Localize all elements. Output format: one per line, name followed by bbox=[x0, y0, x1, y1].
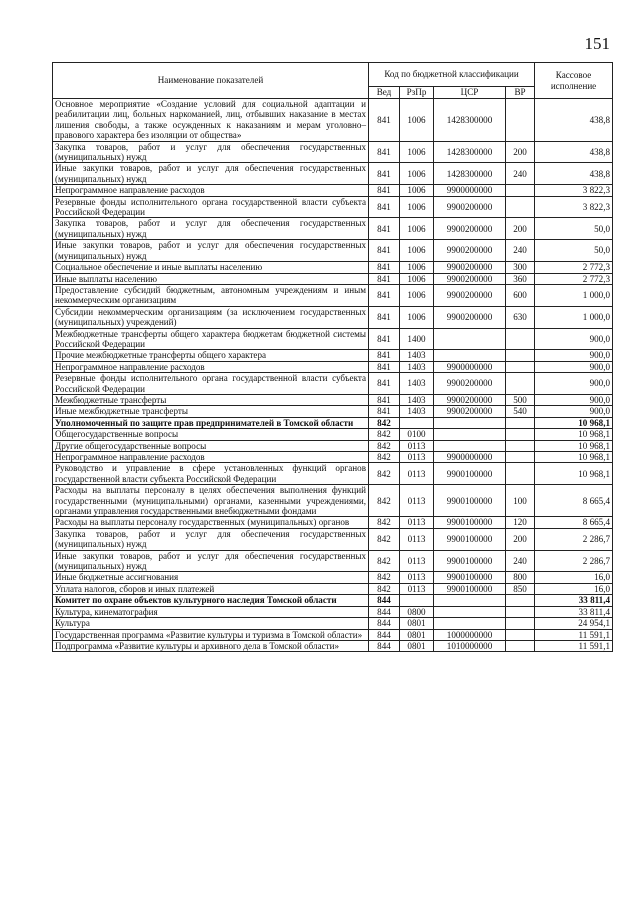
cell-name: Уплата налогов, сборов и иных платежей bbox=[53, 583, 369, 594]
cell-csr: 9900000000 bbox=[434, 361, 506, 372]
page-number: 151 bbox=[584, 34, 610, 53]
table-row bbox=[53, 440, 613, 451]
cell-ved: 842 bbox=[369, 485, 400, 517]
cell-vr bbox=[506, 99, 535, 142]
cell-amount: 900,0 bbox=[535, 394, 613, 405]
cell-csr: 9900200000 bbox=[434, 273, 506, 284]
cell-rzpr: 1006 bbox=[400, 306, 434, 328]
cell-name: Комитет по охране объектов культурного наследия Томской области bbox=[53, 595, 369, 606]
table-row bbox=[53, 185, 613, 196]
cell-name: Закупка товаров, работ и услуг для обеспечения государственных (муниципальных) нужд bbox=[53, 141, 369, 163]
cell-csr: 9900200000 bbox=[434, 262, 506, 273]
cell-csr bbox=[434, 606, 506, 617]
cell-vr bbox=[506, 185, 535, 196]
cell-ved: 841 bbox=[369, 99, 400, 142]
cell-ved: 841 bbox=[369, 406, 400, 417]
cell-csr: 9900100000 bbox=[434, 463, 506, 485]
cell-rzpr bbox=[400, 595, 434, 606]
cell-csr bbox=[434, 440, 506, 451]
cell-vr: 200 bbox=[506, 141, 535, 163]
cell-name: Иные бюджетные ассигнования bbox=[53, 572, 369, 583]
table-row bbox=[53, 284, 613, 306]
cell-csr: 1428300000 bbox=[434, 99, 506, 142]
cell-csr: 9900200000 bbox=[434, 306, 506, 328]
cell-csr: 1428300000 bbox=[434, 163, 506, 185]
cell-amount: 10 968,1 bbox=[535, 463, 613, 485]
cell-vr bbox=[506, 361, 535, 372]
cell-amount: 438,8 bbox=[535, 99, 613, 142]
cell-rzpr: 0801 bbox=[400, 629, 434, 640]
cell-ved: 844 bbox=[369, 618, 400, 629]
cell-name: Основное мероприятие «Создание условий для социальной адаптации и реабилитации лиц, больных наркоманией, лиц, отбывших наказание в местах лишения свободы, а также осужденных к наказаниям и мерам уголовно–правового характера без изоляции от общества» bbox=[53, 99, 369, 142]
table-row bbox=[53, 595, 613, 606]
cell-amount: 50,0 bbox=[535, 218, 613, 240]
cell-name: Резервные фонды исполнительного органа государственной власти субъекта Российской Федерации bbox=[53, 373, 369, 395]
cell-ved: 841 bbox=[369, 273, 400, 284]
cell-vr bbox=[506, 440, 535, 451]
cell-name: Иные закупки товаров, работ и услуг для обеспечения государственных (муниципальных) нужд bbox=[53, 550, 369, 572]
cell-name: Иные межбюджетные трансферты bbox=[53, 406, 369, 417]
table-row bbox=[53, 629, 613, 640]
table-row bbox=[53, 350, 613, 361]
table-row bbox=[53, 452, 613, 463]
cell-ved: 844 bbox=[369, 595, 400, 606]
cell-csr: 1428300000 bbox=[434, 141, 506, 163]
cell-csr: 1000000000 bbox=[434, 629, 506, 640]
cell-ved: 841 bbox=[369, 350, 400, 361]
cell-csr: 9900200000 bbox=[434, 373, 506, 395]
cell-csr: 9900200000 bbox=[434, 284, 506, 306]
cell-rzpr: 1006 bbox=[400, 273, 434, 284]
cell-rzpr: 0113 bbox=[400, 583, 434, 594]
cell-ved: 844 bbox=[369, 629, 400, 640]
cell-name: Общегосударственные вопросы bbox=[53, 429, 369, 440]
cell-ved: 841 bbox=[369, 373, 400, 395]
cell-csr bbox=[434, 429, 506, 440]
cell-rzpr: 1006 bbox=[400, 218, 434, 240]
cell-vr bbox=[506, 429, 535, 440]
cell-ved: 841 bbox=[369, 262, 400, 273]
table-row bbox=[53, 550, 613, 572]
cell-ved: 841 bbox=[369, 141, 400, 163]
cell-vr: 300 bbox=[506, 262, 535, 273]
table-body bbox=[53, 99, 613, 652]
cell-name: Непрограммное направление расходов bbox=[53, 185, 369, 196]
cell-amount: 11 591,1 bbox=[535, 640, 613, 651]
cell-amount: 10 968,1 bbox=[535, 417, 613, 428]
cell-rzpr: 1403 bbox=[400, 394, 434, 405]
cell-ved: 842 bbox=[369, 429, 400, 440]
cell-amount: 2 772,3 bbox=[535, 273, 613, 284]
cell-csr: 9900100000 bbox=[434, 528, 506, 550]
table-row bbox=[53, 328, 613, 350]
table-row bbox=[53, 606, 613, 617]
header-rzpr: РзПр bbox=[400, 87, 434, 99]
table-row bbox=[53, 141, 613, 163]
cell-amount: 11 591,1 bbox=[535, 629, 613, 640]
cell-name: Закупка товаров, работ и услуг для обеспечения государственных (муниципальных) нужд bbox=[53, 528, 369, 550]
table-row bbox=[53, 361, 613, 372]
cell-rzpr: 0113 bbox=[400, 440, 434, 451]
cell-name: Руководство и управление в сфере установленных функций органов государственной власти субъекта Российской Федерации bbox=[53, 463, 369, 485]
cell-vr: 100 bbox=[506, 485, 535, 517]
cell-csr: 1010000000 bbox=[434, 640, 506, 651]
table-row bbox=[53, 273, 613, 284]
table-row bbox=[53, 406, 613, 417]
cell-name: Культура, кинематография bbox=[53, 606, 369, 617]
cell-ved: 841 bbox=[369, 163, 400, 185]
cell-csr: 9900200000 bbox=[434, 240, 506, 262]
cell-ved: 842 bbox=[369, 550, 400, 572]
cell-vr: 360 bbox=[506, 273, 535, 284]
cell-vr: 630 bbox=[506, 306, 535, 328]
cell-name: Иные закупки товаров, работ и услуг для обеспечения государственных (муниципальных) нужд bbox=[53, 240, 369, 262]
cell-name: Расходы на выплаты персоналу в целях обеспечения выполнения функций государственными (муниципальными) органами, казенными учреждениями, органами управления государственными внебюджетными фондами bbox=[53, 485, 369, 517]
cell-amount: 1 000,0 bbox=[535, 284, 613, 306]
cell-rzpr: 1006 bbox=[400, 196, 434, 218]
header-name-column: Наименование показателей bbox=[53, 63, 369, 99]
cell-csr: 9900100000 bbox=[434, 485, 506, 517]
cell-rzpr: 1403 bbox=[400, 406, 434, 417]
header-ved: Вед bbox=[369, 87, 400, 99]
cell-vr bbox=[506, 196, 535, 218]
cell-name: Предоставление субсидий бюджетным, автономным учреждениям и иным некоммерческим организациям bbox=[53, 284, 369, 306]
cell-ved: 842 bbox=[369, 528, 400, 550]
cell-rzpr: 0113 bbox=[400, 463, 434, 485]
cell-rzpr: 1006 bbox=[400, 99, 434, 142]
cell-amount: 16,0 bbox=[535, 583, 613, 594]
cell-name: Субсидии некоммерческим организациям (за исключением государственных (муниципальных) учреждений) bbox=[53, 306, 369, 328]
table-row bbox=[53, 394, 613, 405]
cell-ved: 841 bbox=[369, 185, 400, 196]
cell-rzpr: 0113 bbox=[400, 485, 434, 517]
cell-vr bbox=[506, 328, 535, 350]
cell-csr: 9900200000 bbox=[434, 218, 506, 240]
cell-csr: 9900100000 bbox=[434, 572, 506, 583]
cell-amount: 50,0 bbox=[535, 240, 613, 262]
cell-name: Резервные фонды исполнительного органа государственной власти субъекта Российской Федерации bbox=[53, 196, 369, 218]
cell-vr bbox=[506, 606, 535, 617]
cell-rzpr: 0100 bbox=[400, 429, 434, 440]
table-row bbox=[53, 373, 613, 395]
cell-name: Государственная программа «Развитие культуры и туризма в Томской области» bbox=[53, 629, 369, 640]
cell-name: Уполномоченный по защите прав предпринимателей в Томской области bbox=[53, 417, 369, 428]
cell-vr bbox=[506, 417, 535, 428]
cell-csr: 9900100000 bbox=[434, 517, 506, 528]
cell-vr: 850 bbox=[506, 583, 535, 594]
table-row bbox=[53, 528, 613, 550]
cell-amount: 33 811,4 bbox=[535, 595, 613, 606]
table-row bbox=[53, 572, 613, 583]
cell-name: Расходы на выплаты персоналу государственных (муниципальных) органов bbox=[53, 517, 369, 528]
table-row bbox=[53, 517, 613, 528]
cell-amount: 900,0 bbox=[535, 406, 613, 417]
table-row bbox=[53, 262, 613, 273]
cell-csr: 9900000000 bbox=[434, 185, 506, 196]
cell-vr bbox=[506, 452, 535, 463]
cell-ved: 841 bbox=[369, 328, 400, 350]
cell-ved: 841 bbox=[369, 306, 400, 328]
cell-name: Прочие межбюджетные трансферты общего характера bbox=[53, 350, 369, 361]
cell-name: Непрограммное направление расходов bbox=[53, 452, 369, 463]
table-row bbox=[53, 618, 613, 629]
cell-name: Подпрограмма «Развитие культуры и архивного дела в Томской области» bbox=[53, 640, 369, 651]
table-row bbox=[53, 240, 613, 262]
cell-vr: 240 bbox=[506, 163, 535, 185]
cell-csr bbox=[434, 328, 506, 350]
cell-name: Межбюджетные трансферты bbox=[53, 394, 369, 405]
cell-name: Социальное обеспечение и иные выплаты населению bbox=[53, 262, 369, 273]
cell-amount: 3 822,3 bbox=[535, 185, 613, 196]
cell-rzpr: 1403 bbox=[400, 361, 434, 372]
cell-amount: 900,0 bbox=[535, 361, 613, 372]
table-row bbox=[53, 485, 613, 517]
cell-vr: 800 bbox=[506, 572, 535, 583]
cell-rzpr bbox=[400, 417, 434, 428]
cell-amount: 900,0 bbox=[535, 350, 613, 361]
cell-csr: 9900200000 bbox=[434, 406, 506, 417]
cell-vr bbox=[506, 629, 535, 640]
cell-csr: 9900200000 bbox=[434, 196, 506, 218]
cell-name: Непрограммное направление расходов bbox=[53, 361, 369, 372]
cell-rzpr: 0113 bbox=[400, 572, 434, 583]
cell-ved: 841 bbox=[369, 240, 400, 262]
cell-vr: 240 bbox=[506, 550, 535, 572]
cell-vr: 120 bbox=[506, 517, 535, 528]
cell-csr bbox=[434, 595, 506, 606]
cell-rzpr: 0801 bbox=[400, 640, 434, 651]
cell-name: Межбюджетные трансферты общего характера бюджетам бюджетной системы Российской Федерации bbox=[53, 328, 369, 350]
cell-ved: 841 bbox=[369, 284, 400, 306]
cell-vr bbox=[506, 350, 535, 361]
cell-amount: 8 665,4 bbox=[535, 517, 613, 528]
cell-amount: 900,0 bbox=[535, 328, 613, 350]
header-code-group: Код по бюджетной классификации bbox=[369, 63, 535, 87]
cell-ved: 842 bbox=[369, 517, 400, 528]
cell-rzpr: 1403 bbox=[400, 373, 434, 395]
table-row bbox=[53, 196, 613, 218]
cell-vr bbox=[506, 373, 535, 395]
table-row bbox=[53, 99, 613, 142]
cell-amount: 900,0 bbox=[535, 373, 613, 395]
cell-rzpr: 0113 bbox=[400, 452, 434, 463]
header-vr: ВР bbox=[506, 87, 535, 99]
cell-vr bbox=[506, 595, 535, 606]
cell-csr: 9900100000 bbox=[434, 583, 506, 594]
cell-rzpr: 1006 bbox=[400, 163, 434, 185]
cell-rzpr: 1006 bbox=[400, 262, 434, 273]
cell-csr: 9900100000 bbox=[434, 550, 506, 572]
table-row bbox=[53, 417, 613, 428]
table-row bbox=[53, 463, 613, 485]
cell-rzpr: 0801 bbox=[400, 618, 434, 629]
cell-ved: 842 bbox=[369, 417, 400, 428]
cell-ved: 842 bbox=[369, 572, 400, 583]
cell-vr: 200 bbox=[506, 528, 535, 550]
cell-vr: 240 bbox=[506, 240, 535, 262]
table-row bbox=[53, 640, 613, 651]
cell-amount: 16,0 bbox=[535, 572, 613, 583]
header-csr: ЦСР bbox=[434, 87, 506, 99]
cell-amount: 438,8 bbox=[535, 163, 613, 185]
cell-amount: 1 000,0 bbox=[535, 306, 613, 328]
cell-amount: 10 968,1 bbox=[535, 429, 613, 440]
budget-table bbox=[52, 62, 613, 652]
cell-csr bbox=[434, 417, 506, 428]
cell-ved: 842 bbox=[369, 452, 400, 463]
cell-rzpr: 1006 bbox=[400, 284, 434, 306]
cell-amount: 2 772,3 bbox=[535, 262, 613, 273]
cell-amount: 10 968,1 bbox=[535, 440, 613, 451]
cell-amount: 2 286,7 bbox=[535, 550, 613, 572]
cell-csr: 9900200000 bbox=[434, 394, 506, 405]
cell-ved: 842 bbox=[369, 463, 400, 485]
cell-vr: 600 bbox=[506, 284, 535, 306]
table-row bbox=[53, 218, 613, 240]
cell-vr: 540 bbox=[506, 406, 535, 417]
cell-vr: 500 bbox=[506, 394, 535, 405]
cell-rzpr: 1006 bbox=[400, 141, 434, 163]
cell-ved: 844 bbox=[369, 606, 400, 617]
cell-rzpr: 1006 bbox=[400, 185, 434, 196]
cell-rzpr: 0113 bbox=[400, 517, 434, 528]
cell-amount: 8 665,4 bbox=[535, 485, 613, 517]
cell-amount: 10 968,1 bbox=[535, 452, 613, 463]
cell-rzpr: 1400 bbox=[400, 328, 434, 350]
cell-amount: 24 954,1 bbox=[535, 618, 613, 629]
cell-ved: 841 bbox=[369, 394, 400, 405]
cell-vr bbox=[506, 618, 535, 629]
cell-name: Иные выплаты населению bbox=[53, 273, 369, 284]
cell-amount: 2 286,7 bbox=[535, 528, 613, 550]
cell-csr bbox=[434, 618, 506, 629]
cell-ved: 842 bbox=[369, 583, 400, 594]
table-row bbox=[53, 163, 613, 185]
cell-vr bbox=[506, 640, 535, 651]
cell-ved: 841 bbox=[369, 196, 400, 218]
header-amount-column: Кассовое исполнение bbox=[535, 63, 613, 99]
cell-name: Иные закупки товаров, работ и услуг для обеспечения государственных (муниципальных) нужд bbox=[53, 163, 369, 185]
cell-ved: 841 bbox=[369, 361, 400, 372]
cell-amount: 33 811,4 bbox=[535, 606, 613, 617]
cell-rzpr: 0113 bbox=[400, 528, 434, 550]
cell-name: Культура bbox=[53, 618, 369, 629]
cell-amount: 438,8 bbox=[535, 141, 613, 163]
cell-name: Закупка товаров, работ и услуг для обеспечения государственных (муниципальных) нужд bbox=[53, 218, 369, 240]
cell-ved: 841 bbox=[369, 218, 400, 240]
cell-ved: 844 bbox=[369, 640, 400, 651]
cell-csr bbox=[434, 350, 506, 361]
cell-rzpr: 1006 bbox=[400, 240, 434, 262]
cell-csr: 9900000000 bbox=[434, 452, 506, 463]
table-row bbox=[53, 429, 613, 440]
cell-rzpr: 0113 bbox=[400, 550, 434, 572]
cell-name: Другие общегосударственные вопросы bbox=[53, 440, 369, 451]
table-row bbox=[53, 583, 613, 594]
table-row bbox=[53, 306, 613, 328]
cell-vr bbox=[506, 463, 535, 485]
cell-rzpr: 1403 bbox=[400, 350, 434, 361]
cell-rzpr: 0800 bbox=[400, 606, 434, 617]
cell-amount: 3 822,3 bbox=[535, 196, 613, 218]
cell-vr: 200 bbox=[506, 218, 535, 240]
cell-ved: 842 bbox=[369, 440, 400, 451]
